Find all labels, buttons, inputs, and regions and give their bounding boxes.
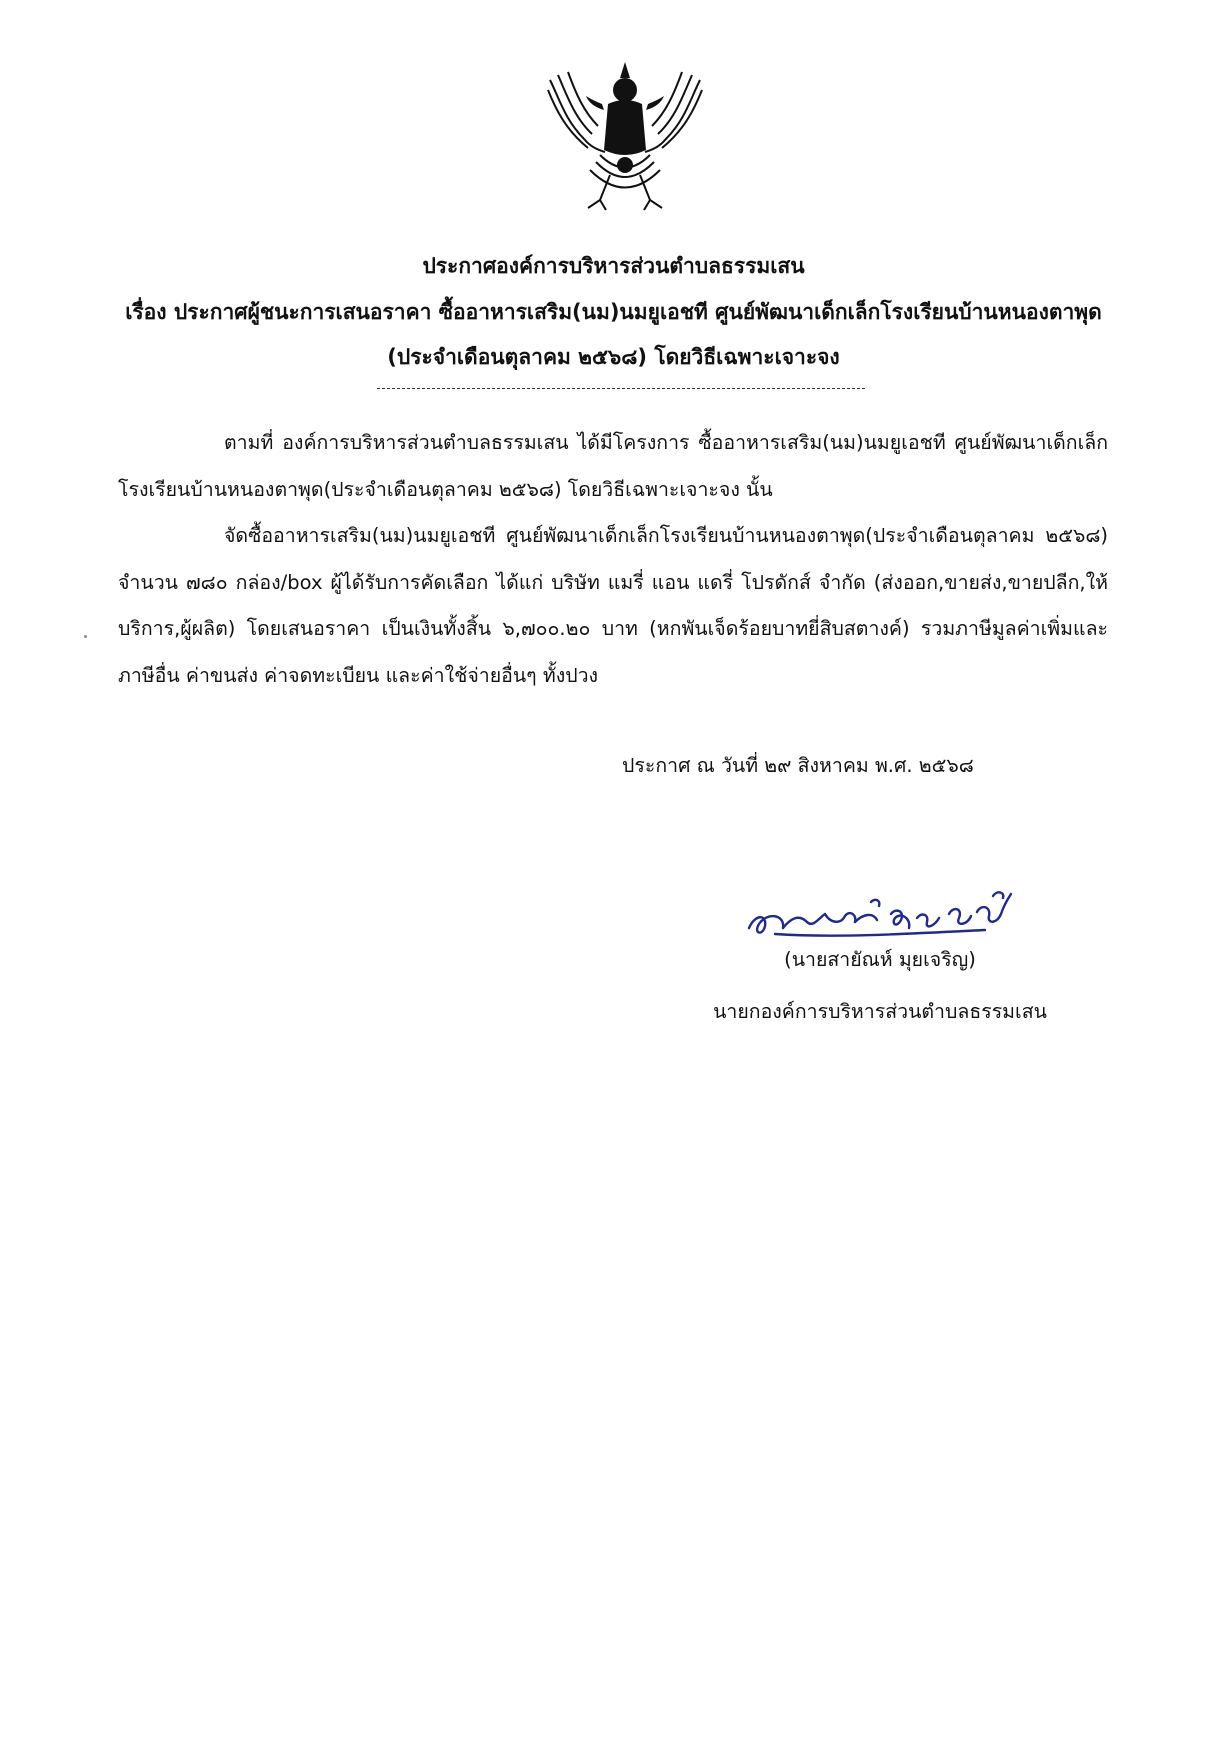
scan-speck xyxy=(84,635,87,638)
announcement-subject-line2: (ประจำเดือนตุลาคม ๒๕๖๘) โดยวิธีเฉพาะเจาะจง xyxy=(387,345,840,369)
signer-position: นายกองค์การบริหารส่วนตำบลธรรมเสน xyxy=(713,1000,1047,1023)
announcement-date: ประกาศ ณ วันที่ ๒๙ สิงหาคม พ.ศ. ๒๕๖๘ xyxy=(622,754,974,777)
title-separator xyxy=(377,388,865,389)
announcement-subject: เรื่อง ประกาศผู้ชนะการเสนอราคา ซื้ออาหารเสริม(นม)นมยูเอชที ศูนย์พัฒนาเด็กเล็กโรงเรียนบ้านหนองตาพุด xyxy=(125,300,1102,324)
body-paragraph-1: ตามที่ องค์การบริหารส่วนตำบลธรรมเสน ได้มีโครงการ ซื้ออาหารเสริม(นม)นมยูเอชที ศูนย์พัฒนาเด็กเล็กโรงเรียนบ้านหนองตาพุด(ประจำเดือนตุลาคม ๒๕๖๘) โดยวิธีเฉพาะเจาะจง นั้น xyxy=(118,431,1108,501)
announcement-title: ประกาศองค์การบริหารส่วนตำบลธรรมเสน xyxy=(422,254,805,278)
garuda-emblem-icon xyxy=(530,60,720,220)
handwritten-signature-icon xyxy=(745,884,1035,944)
signer-name: (นายสายัณห์ มุยเจริญ) xyxy=(784,948,976,971)
body-paragraph-2: จัดซื้ออาหารเสริม(นม)นมยูเอชที ศูนย์พัฒนาเด็กเล็กโรงเรียนบ้านหนองตาพุด(ประจำเดือนตุลาคม ๒๕๖๘) จำนวน ๗๘๐ กล่อง/box ผู้ได้รับการคัดเลือก ได้แก่ บริษัท แมรี่ แอน แดรี่ โปรดักส์ จำกัด (ส่งออก,ขายส่ง,ขายปลีก,ให้บริการ,ผู้ผลิต) โดยเสนอราคา เป็นเงินทั้งสิ้น ๖,๗๐๐.๒๐ บาท (หกพันเจ็ดร้อยบาทยี่สิบสตางค์) รวมภาษีมูลค่าเพิ่มและภาษีอื่น ค่าขนส่ง ค่าจดทะเบียน และค่าใช้จ่ายอื่นๆ ทั้งปวง xyxy=(118,524,1108,687)
